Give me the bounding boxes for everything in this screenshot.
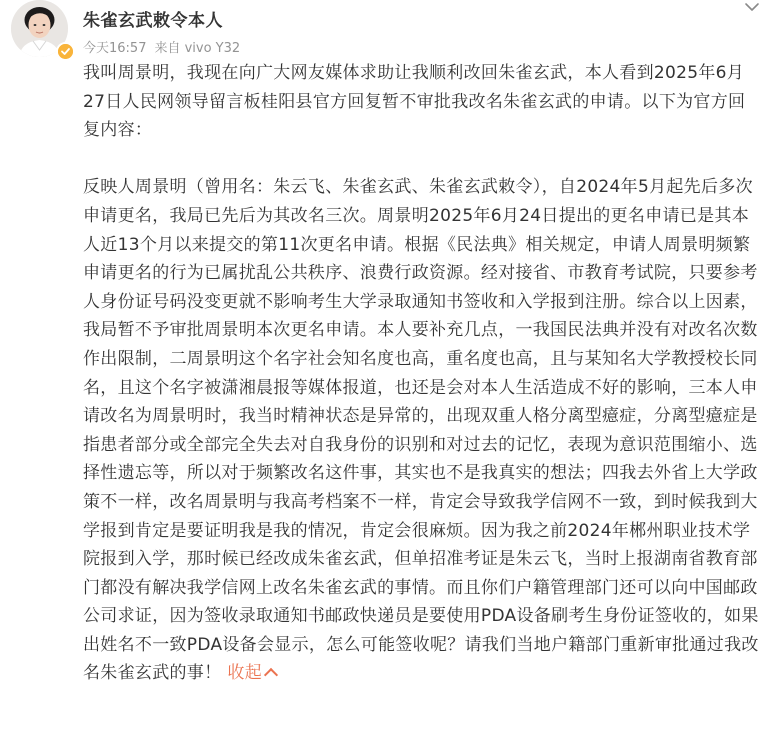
verified-badge-icon xyxy=(56,42,75,61)
post-timestamp[interactable]: 今天16:57 xyxy=(83,41,147,56)
post-body xyxy=(83,59,761,688)
post-source: 来自 vivo Y32 xyxy=(154,41,241,56)
author-name[interactable]: 朱雀玄武敕令本人 xyxy=(83,11,223,31)
post-paragraph: 我叫周景明，我现在向广大网友媒体求助让我顺利改回朱雀玄武，本人看到2025年6月27日人民网领导留言板桂阳县官方回复暂不审批我改名朱雀玄武的申请。以下为官方回复内容： xyxy=(83,63,746,141)
chevron-up-icon xyxy=(264,668,278,682)
chevron-down-icon xyxy=(742,1,762,15)
more-options-button[interactable] xyxy=(742,0,762,14)
post-paragraph-text: 反映人周景明（曾用名：朱云飞、朱雀玄武、朱雀玄武敕令），自2024年5月起先后多次申请更名，我局已先后为其改名三次。周景明2025年6月24日提出的更名申请已是其本人近13个月以来提交的第11次更名申请。根据《民法典》相关规定，申请人周景明频繁申请更名的行为已属扰乱公共秩序、浪费行政资源。经对接省、市教育考试院，只要参考人身份证号码没变更就不影响考生大学录取通知书签收和入学报到注册。综合以上因素，我局暂不予审批周景明本次更名申请。本人要补充几点，一我国民法典并没有对改名次数作出限制，二周景明这个名字社会知名度也高，重名度也高，且与某知名大学教授校长同名，且这个名字被潇湘晨报等媒体报道，也还是会对本人生活造成不好的影响，三本人申请改名为周景明时，我当时精神状态是异常的，出现双重人格分离型癔症，分离型癔症是指患者部分或全部完全失去对自我身份的识别和对过去的记忆，表现为意识范围缩小、选择性遗忘等，所以对于频繁改名这件事，其实也不是我真实的想法；四我去外省上大学政策不一样，改名周景明与我高考档案不一样，肯定会导致我学信网不一致，到时候我到大学报到肯定是要证明我是我的情况，肯定会很麻烦。因为我之前2024年郴州职业技术学院报到入学，那时候已经改成朱雀玄武，但单招准考证是朱云飞，当时上报湖南省教育部门都没有解决我学信网上改名朱雀玄武的事情。而且你们户籍管理部门还可以向中国邮政公司求证，因为签收录取通知书邮政快递员是要使用PDA设备刷考生身份证签收的，如果出姓名不一致PDA设备会显示，怎么可能签收呢？请我们当地户籍部门重新审批通过我改名朱雀玄武的事！ xyxy=(83,177,759,684)
collapse-label: 收起 xyxy=(227,663,263,684)
post-paragraph xyxy=(83,173,761,688)
avatar-container[interactable] xyxy=(11,0,68,57)
post-meta xyxy=(83,37,240,56)
collapse-link[interactable] xyxy=(227,663,276,683)
